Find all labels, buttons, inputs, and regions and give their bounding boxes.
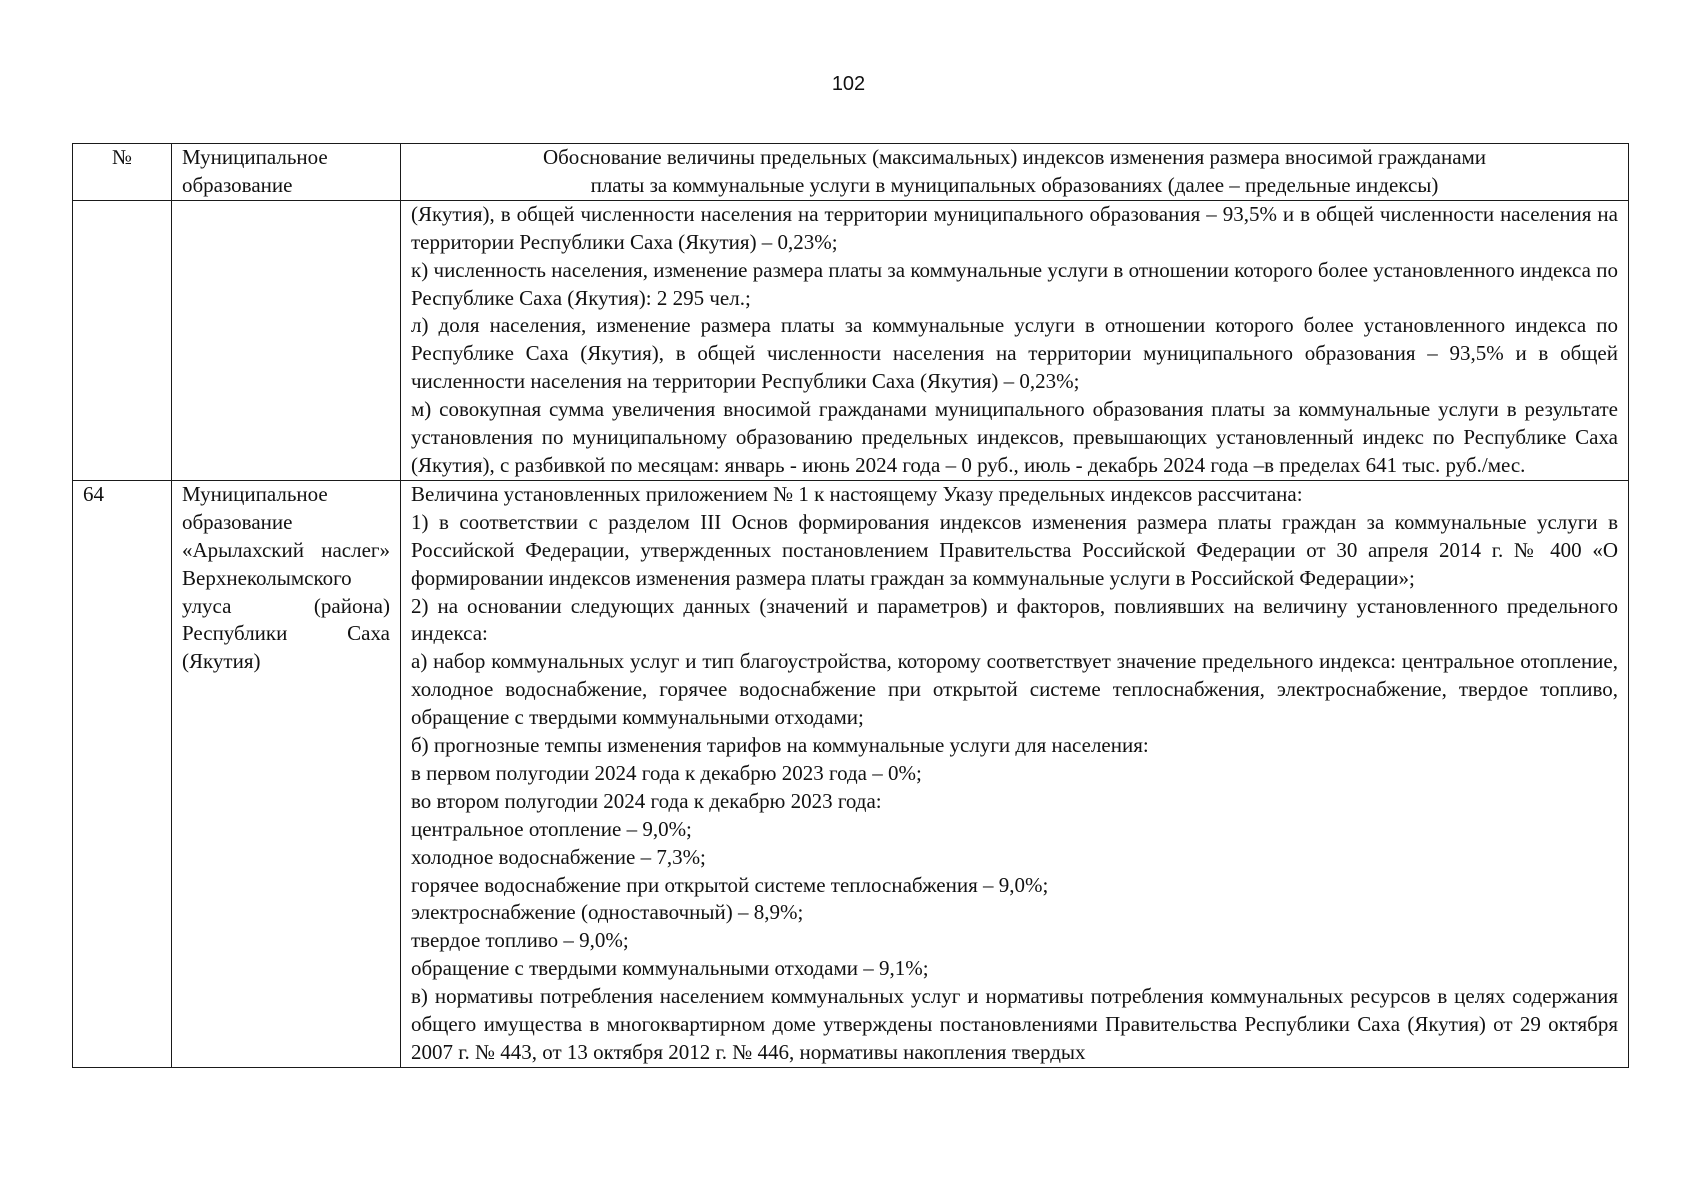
paragraph: Величина установленных приложением № 1 к настоящему Указу предельных индексов рассчитана:	[411, 481, 1303, 506]
paragraph: центральное отопление – 9,0%;	[411, 816, 692, 841]
paragraph: б) прогнозные темпы изменения тарифов на коммунальные услуги для населения:	[411, 733, 1149, 758]
justification-cell	[401, 480, 1629, 1067]
table-row-64	[73, 480, 1629, 1067]
header-justification-line1: Обоснование величины предельных (максимальных) индексов изменения размера вносимой гражданами	[542, 145, 1487, 169]
header-number: №	[73, 144, 172, 201]
municipality-cell: Муниципальное образование «Арылахский наслег» Верхнеколымского улуса (района) Республики Саха (Якутия)	[172, 480, 401, 1067]
justification-table	[72, 143, 1629, 1068]
paragraph: горячее водоснабжение при открытой системе теплоснабжения – 9,0%;	[411, 872, 1049, 897]
continuation-municipality-cell	[172, 200, 401, 480]
header-municipality: Муниципальное образование	[172, 144, 401, 201]
paragraph: 1) в соответствии с разделом III Основ формирования индексов изменения размера платы граждан за коммунальные услуги в Российской Федерации, утвержденных постановлением Правительства Российской Федерации от 30 апреля 2014 г. № 400 «О формировании индексов изменения размера платы граждан за коммунальные услуги в Российской Федерации»;	[411, 509, 1618, 590]
paragraph: во втором полугодии 2024 года к декабрю 2023 года:	[411, 788, 882, 813]
paragraph: в первом полугодии 2024 года к декабрю 2023 года – 0%;	[411, 760, 922, 785]
paragraph: м) совокупная сумма увеличения вносимой гражданами муниципального образования платы за коммунальные услуги в результате установления по муниципальному образованию предельных индексов, превышающих установленный индекс по Республике Саха (Якутия), с разбивкой по месяцам: январь - июнь 2024 года – 0 руб., июль - декабрь 2024 года –в пределах 641 тыс. руб./мес.	[411, 397, 1618, 477]
table-header-row	[73, 144, 1629, 201]
paragraph: л) доля населения, изменение размера платы за коммунальные услуги в отношении которого более установленного индекса по Республике Саха (Якутия), в общей численности населения на территории муниципального образования – 93,5% и в общей численности населения на территории Республики Саха (Якутия) – 0,23%;	[411, 313, 1618, 394]
paragraph: твердое топливо – 9,0%;	[411, 928, 629, 953]
continuation-justification-cell	[401, 200, 1629, 480]
paragraph: к) численность населения, изменение размера платы за коммунальные услуги в отношении которого более установленного индекса по Республике Саха (Якутия): 2 295 чел.;	[411, 257, 1618, 310]
paragraph: обращение с твердыми коммунальными отходами – 9,1%;	[411, 956, 929, 981]
header-justification-line2: платы за коммунальные услуги в муниципальных образованиях (далее – предельные индексы)	[590, 172, 1439, 197]
row-number-cell: 64	[73, 480, 172, 1067]
table-row-continuation	[73, 200, 1629, 480]
continuation-number-cell	[73, 200, 172, 480]
paragraph: (Якутия), в общей численности населения на территории муниципального образования – 93,5% и в общей численности населения на территории Республики Саха (Якутия) – 0,23%;	[411, 201, 1618, 254]
header-justification	[401, 144, 1629, 201]
page-number: 102	[831, 73, 866, 95]
paragraph: электроснабжение (одноставочный) – 8,9%;	[411, 900, 804, 925]
paragraph: холодное водоснабжение – 7,3%;	[411, 844, 706, 869]
paragraph: 2) на основании следующих данных (значений и параметров) и факторов, повлиявших на величину установленного предельного индекса:	[411, 593, 1618, 646]
paragraph: а) набор коммунальных услуг и тип благоустройства, которому соответствует значение предельного индекса: центральное отопление, холодное водоснабжение, горячее водоснабжение при открытой системе теплоснабжения, электроснабжение, твердое топливо, обращение с твердыми коммунальными отходами;	[411, 649, 1618, 730]
paragraph: в) нормативы потребления населением коммунальных услуг и нормативы потребления коммунальных ресурсов в целях содержания общего имущества в многоквартирном доме утверждены постановлениями Правительства Республики Саха (Якутия) от 29 октября 2007 г. № 443, от 13 октября 2012 г. № 446, нормативы накопления твердых	[411, 984, 1618, 1064]
